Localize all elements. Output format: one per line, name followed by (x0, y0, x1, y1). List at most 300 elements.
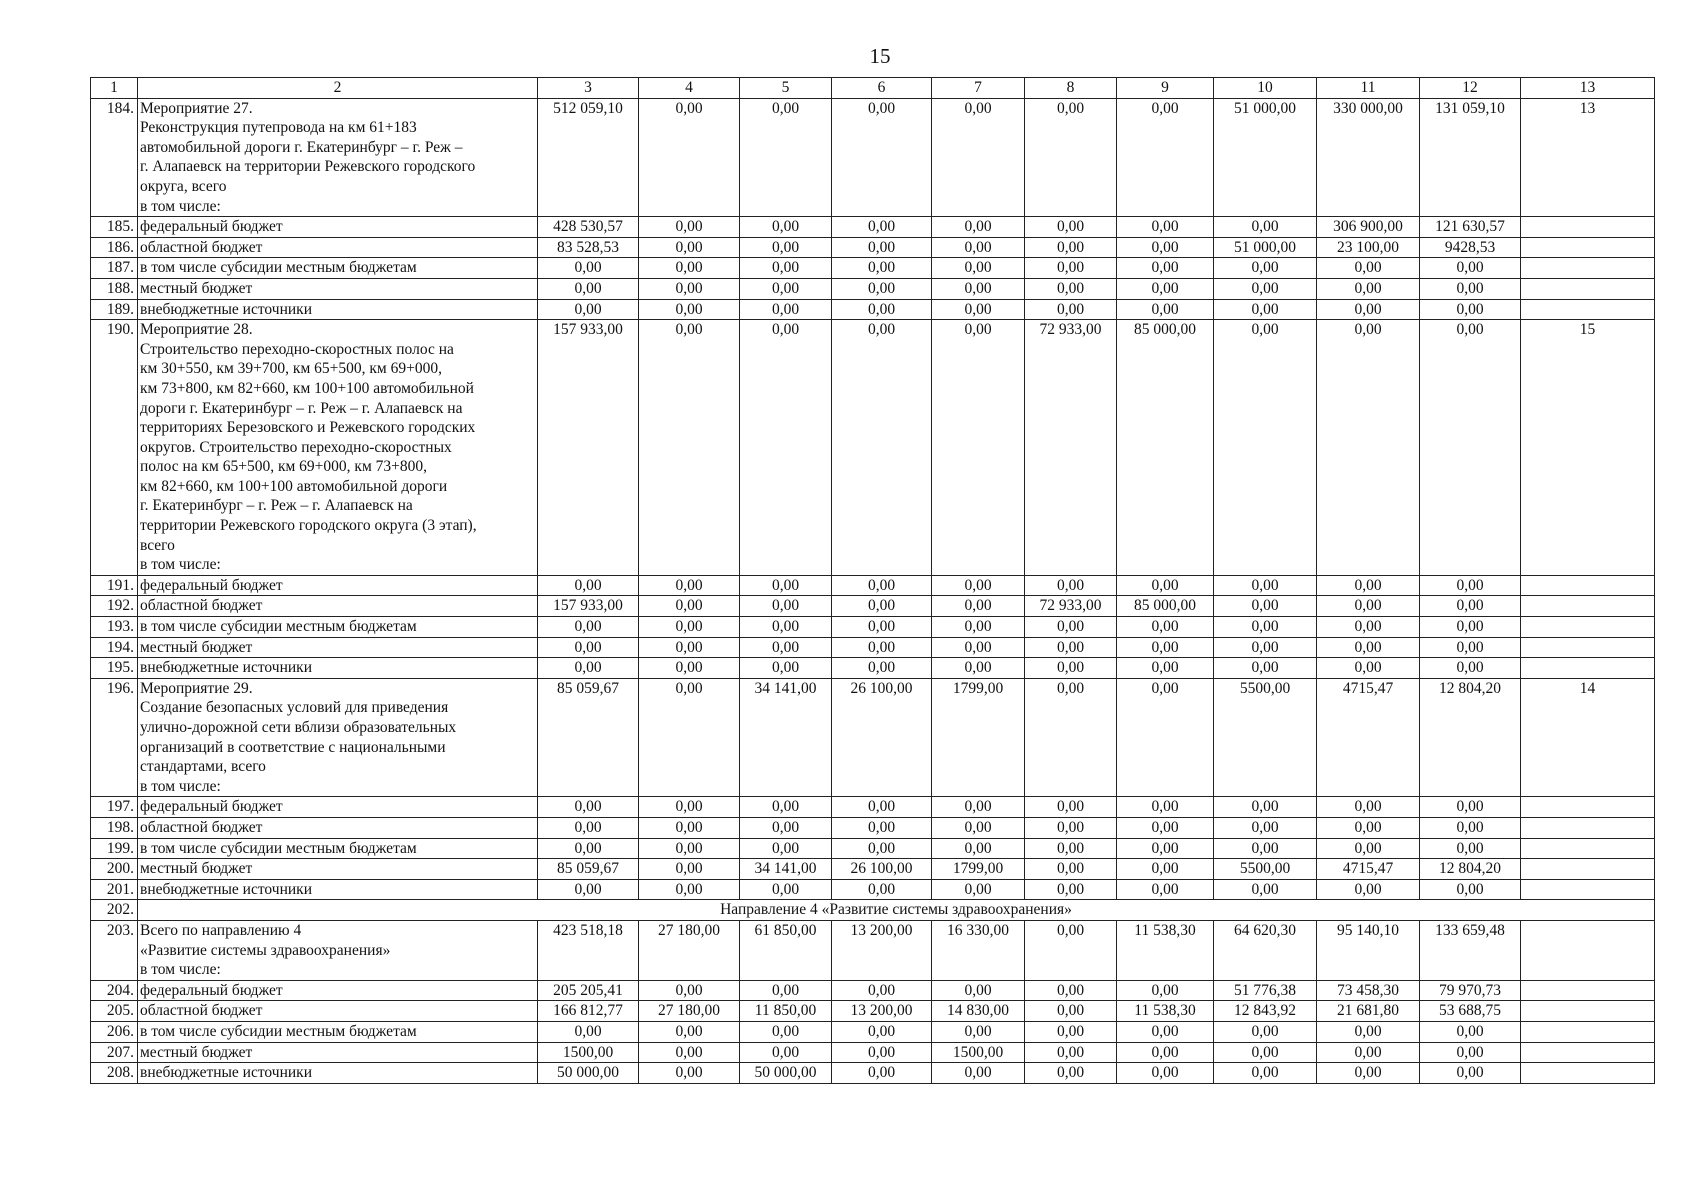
value-cell: 0,00 (1025, 817, 1117, 838)
value-cell: 0,00 (1214, 299, 1317, 320)
row-number: 185. (91, 217, 138, 238)
value-cell: 0,00 (1025, 658, 1117, 679)
table-row (91, 278, 1655, 299)
row-label-line: Всего по направлению 4 (140, 921, 302, 939)
value-cell: 0,00 (832, 637, 932, 658)
value-cell: 26 100,00 (832, 859, 932, 880)
value-cell: 0,00 (639, 817, 740, 838)
section-heading: Направление 4 «Развитие системы здравоохранения» (138, 900, 1655, 921)
value-cell: 0,00 (1117, 797, 1214, 818)
row-label-line: стандартами, всего (140, 758, 266, 776)
value-cell: 5500,00 (1214, 678, 1317, 797)
table-row (91, 299, 1655, 320)
value-cell: 0,00 (538, 299, 639, 320)
row-number: 189. (91, 299, 138, 320)
value-cell: 205 205,41 (538, 980, 639, 1001)
target-ref-cell (1521, 1001, 1655, 1022)
target-ref-cell (1521, 617, 1655, 638)
value-cell: 0,00 (1317, 1063, 1420, 1084)
row-label-line: федеральный бюджет (140, 218, 283, 236)
value-cell: 166 812,77 (538, 1001, 639, 1022)
value-cell: 83 528,53 (538, 237, 639, 258)
value-cell: 0,00 (639, 617, 740, 638)
value-cell: 61 850,00 (740, 920, 832, 980)
value-cell: 11 538,30 (1117, 1001, 1214, 1022)
row-label-line: федеральный бюджет (140, 798, 283, 816)
value-cell: 0,00 (832, 278, 932, 299)
value-cell: 5500,00 (1214, 859, 1317, 880)
value-cell: 0,00 (832, 879, 932, 900)
value-cell: 0,00 (832, 258, 932, 279)
row-label-line: км 30+550, км 39+700, км 65+500, км 69+000, (140, 360, 442, 378)
row-label-line: областной бюджет (140, 238, 263, 256)
value-cell: 0,00 (1214, 658, 1317, 679)
row-label (138, 617, 538, 638)
value-cell: 0,00 (1117, 859, 1214, 880)
value-cell: 0,00 (1025, 1042, 1117, 1063)
value-cell: 79 970,73 (1420, 980, 1521, 1001)
value-cell: 0,00 (538, 658, 639, 679)
row-label (138, 596, 538, 617)
value-cell: 0,00 (639, 859, 740, 880)
row-number: 195. (91, 658, 138, 679)
value-cell: 0,00 (740, 258, 832, 279)
value-cell: 0,00 (932, 797, 1025, 818)
value-cell: 0,00 (932, 299, 1025, 320)
row-number: 202. (91, 900, 138, 921)
value-cell: 0,00 (740, 797, 832, 818)
value-cell: 34 141,00 (740, 859, 832, 880)
value-cell: 4715,47 (1317, 859, 1420, 880)
value-cell: 0,00 (740, 879, 832, 900)
value-cell: 27 180,00 (639, 1001, 740, 1022)
value-cell: 11 538,30 (1117, 920, 1214, 980)
value-cell: 0,00 (1117, 1021, 1214, 1042)
value-cell: 0,00 (932, 980, 1025, 1001)
value-cell: 0,00 (932, 575, 1025, 596)
value-cell: 0,00 (538, 617, 639, 638)
value-cell: 85 000,00 (1117, 320, 1214, 576)
row-number: 190. (91, 320, 138, 576)
value-cell: 0,00 (1420, 1042, 1521, 1063)
value-cell: 0,00 (538, 1021, 639, 1042)
row-number: 205. (91, 1001, 138, 1022)
value-cell: 0,00 (1025, 980, 1117, 1001)
row-number: 198. (91, 817, 138, 838)
column-header: 3 (538, 78, 639, 99)
row-number: 192. (91, 596, 138, 617)
table-row (91, 596, 1655, 617)
row-label (138, 320, 538, 576)
row-label-line: дороги г. Екатеринбург – г. Реж – г. Алапаевск на (140, 399, 463, 417)
value-cell: 0,00 (1025, 98, 1117, 217)
row-label-line: полос на км 65+500, км 69+000, км 73+800, (140, 458, 428, 476)
row-number: 199. (91, 838, 138, 859)
row-number: 191. (91, 575, 138, 596)
value-cell: 0,00 (1317, 797, 1420, 818)
row-label-line: организаций в соответствие с национальными (140, 738, 446, 756)
value-cell: 0,00 (1025, 859, 1117, 880)
row-label-line: Строительство переходно-скоростных полос на (140, 340, 454, 358)
row-label (138, 637, 538, 658)
value-cell: 121 630,57 (1420, 217, 1521, 238)
value-cell: 0,00 (1420, 617, 1521, 638)
value-cell: 0,00 (832, 299, 932, 320)
table-row (91, 617, 1655, 638)
value-cell: 0,00 (1025, 1063, 1117, 1084)
target-ref-cell (1521, 859, 1655, 880)
target-ref-cell (1521, 217, 1655, 238)
row-label (138, 258, 538, 279)
row-label-line: км 73+800, км 82+660, км 100+100 автомобильной (140, 379, 474, 397)
row-label-line: в том числе: (140, 961, 221, 979)
row-label-line: федеральный бюджет (140, 981, 283, 999)
value-cell: 64 620,30 (1214, 920, 1317, 980)
column-header: 12 (1420, 78, 1521, 99)
value-cell: 0,00 (538, 278, 639, 299)
value-cell: 0,00 (538, 575, 639, 596)
value-cell: 14 830,00 (932, 1001, 1025, 1022)
row-label-line: Мероприятие 29. (140, 679, 253, 697)
value-cell: 0,00 (1117, 817, 1214, 838)
row-label (138, 678, 538, 797)
row-number: 206. (91, 1021, 138, 1042)
value-cell: 0,00 (538, 838, 639, 859)
value-cell: 85 059,67 (538, 859, 639, 880)
target-ref-cell (1521, 237, 1655, 258)
value-cell: 0,00 (932, 1063, 1025, 1084)
row-label-line: местный бюджет (140, 1043, 253, 1061)
value-cell: 0,00 (1117, 258, 1214, 279)
target-ref-cell (1521, 980, 1655, 1001)
row-label-line: Мероприятие 27. (140, 99, 253, 117)
value-cell: 0,00 (1117, 637, 1214, 658)
target-ref-cell (1521, 879, 1655, 900)
row-label-line: местный бюджет (140, 860, 253, 878)
row-label-line: «Развитие системы здравоохранения» (140, 941, 391, 959)
value-cell: 0,00 (639, 98, 740, 217)
section-row (91, 900, 1655, 921)
value-cell: 0,00 (1420, 575, 1521, 596)
value-cell: 0,00 (1317, 617, 1420, 638)
value-cell: 95 140,10 (1317, 920, 1420, 980)
row-label-line: в том числе: (140, 556, 221, 574)
value-cell: 0,00 (538, 258, 639, 279)
row-label (138, 658, 538, 679)
target-ref-cell (1521, 637, 1655, 658)
row-number: 208. (91, 1063, 138, 1084)
row-label-line: автомобильной дороги г. Екатеринбург – г. Реж – (140, 138, 463, 156)
column-header: 11 (1317, 78, 1420, 99)
row-number: 201. (91, 879, 138, 900)
value-cell: 0,00 (1214, 617, 1317, 638)
value-cell: 0,00 (932, 1021, 1025, 1042)
value-cell: 0,00 (1214, 817, 1317, 838)
value-cell: 0,00 (1420, 258, 1521, 279)
value-cell: 0,00 (932, 98, 1025, 217)
value-cell: 0,00 (740, 299, 832, 320)
row-number: 193. (91, 617, 138, 638)
table-row (91, 817, 1655, 838)
value-cell: 0,00 (538, 879, 639, 900)
value-cell: 0,00 (1025, 617, 1117, 638)
row-label (138, 1021, 538, 1042)
value-cell: 0,00 (740, 1021, 832, 1042)
row-label-line: территории Режевского городского округа (3 этап), (140, 517, 477, 535)
row-label (138, 575, 538, 596)
value-cell: 0,00 (639, 797, 740, 818)
value-cell: 0,00 (1214, 1021, 1317, 1042)
value-cell: 0,00 (1214, 320, 1317, 576)
value-cell: 0,00 (1317, 575, 1420, 596)
row-label (138, 817, 538, 838)
table-row (91, 920, 1655, 980)
value-cell: 0,00 (1317, 838, 1420, 859)
value-cell: 0,00 (1025, 797, 1117, 818)
value-cell: 0,00 (1317, 299, 1420, 320)
value-cell: 0,00 (639, 678, 740, 797)
table-row (91, 1063, 1655, 1084)
value-cell: 0,00 (832, 980, 932, 1001)
value-cell: 0,00 (639, 278, 740, 299)
column-header: 13 (1521, 78, 1655, 99)
target-ref-cell (1521, 1042, 1655, 1063)
row-label (138, 920, 538, 980)
table-row (91, 838, 1655, 859)
value-cell: 0,00 (1317, 817, 1420, 838)
value-cell: 0,00 (1214, 596, 1317, 617)
value-cell: 0,00 (1025, 258, 1117, 279)
value-cell: 0,00 (832, 237, 932, 258)
value-cell: 0,00 (1317, 596, 1420, 617)
target-ref-cell (1521, 299, 1655, 320)
value-cell: 0,00 (1420, 879, 1521, 900)
table-row (91, 1021, 1655, 1042)
value-cell: 0,00 (639, 237, 740, 258)
target-ref-cell: 15 (1521, 320, 1655, 576)
value-cell: 0,00 (639, 299, 740, 320)
value-cell: 0,00 (832, 658, 932, 679)
value-cell: 0,00 (832, 575, 932, 596)
table-row (91, 575, 1655, 596)
value-cell: 50 000,00 (538, 1063, 639, 1084)
table-row (91, 658, 1655, 679)
value-cell: 1500,00 (538, 1042, 639, 1063)
value-cell: 0,00 (1420, 817, 1521, 838)
value-cell: 0,00 (1025, 237, 1117, 258)
value-cell: 85 000,00 (1117, 596, 1214, 617)
value-cell: 0,00 (740, 658, 832, 679)
value-cell: 330 000,00 (1317, 98, 1420, 217)
value-cell: 0,00 (1117, 98, 1214, 217)
row-number: 194. (91, 637, 138, 658)
value-cell: 0,00 (1025, 1021, 1117, 1042)
value-cell: 12 804,20 (1420, 859, 1521, 880)
row-label (138, 299, 538, 320)
value-cell: 72 933,00 (1025, 320, 1117, 576)
value-cell: 0,00 (832, 320, 932, 576)
row-label-line: в том числе субсидии местным бюджетам (140, 259, 417, 277)
value-cell: 27 180,00 (639, 920, 740, 980)
value-cell: 0,00 (1025, 217, 1117, 238)
column-header: 6 (832, 78, 932, 99)
row-number: 186. (91, 237, 138, 258)
value-cell: 0,00 (1117, 237, 1214, 258)
value-cell: 0,00 (1025, 575, 1117, 596)
row-number: 207. (91, 1042, 138, 1063)
value-cell: 51 000,00 (1214, 237, 1317, 258)
value-cell: 0,00 (832, 617, 932, 638)
row-number: 184. (91, 98, 138, 217)
value-cell: 0,00 (1317, 637, 1420, 658)
value-cell: 0,00 (1214, 797, 1317, 818)
value-cell: 0,00 (1420, 278, 1521, 299)
value-cell: 0,00 (639, 1042, 740, 1063)
row-label (138, 1063, 538, 1084)
row-label-line: всего (140, 536, 175, 554)
value-cell: 0,00 (1317, 320, 1420, 576)
value-cell: 0,00 (1025, 278, 1117, 299)
row-label-line: в том числе субсидии местным бюджетам (140, 1022, 417, 1040)
value-cell: 0,00 (932, 237, 1025, 258)
value-cell: 157 933,00 (538, 596, 639, 617)
target-ref-cell (1521, 596, 1655, 617)
value-cell: 0,00 (1420, 299, 1521, 320)
value-cell: 0,00 (1214, 838, 1317, 859)
page-number: 15 (869, 44, 891, 68)
row-number: 200. (91, 859, 138, 880)
row-label (138, 797, 538, 818)
value-cell: 0,00 (1317, 879, 1420, 900)
value-cell: 428 530,57 (538, 217, 639, 238)
value-cell: 0,00 (639, 1063, 740, 1084)
target-ref-cell (1521, 658, 1655, 679)
row-label (138, 98, 538, 217)
row-label-line: областной бюджет (140, 818, 263, 836)
value-cell: 0,00 (932, 817, 1025, 838)
value-cell: 4715,47 (1317, 678, 1420, 797)
column-header: 8 (1025, 78, 1117, 99)
row-label-line: округа, всего (140, 177, 227, 195)
value-cell: 0,00 (1025, 299, 1117, 320)
row-label-line: внебюджетные источники (140, 300, 312, 318)
value-cell: 0,00 (639, 575, 740, 596)
value-cell: 0,00 (1117, 299, 1214, 320)
value-cell: 0,00 (1117, 278, 1214, 299)
value-cell: 0,00 (740, 1042, 832, 1063)
value-cell: 0,00 (740, 980, 832, 1001)
table-row (91, 98, 1655, 217)
row-label-line: внебюджетные источники (140, 880, 312, 898)
value-cell: 0,00 (1420, 797, 1521, 818)
value-cell: 0,00 (1214, 278, 1317, 299)
target-ref-cell (1521, 920, 1655, 980)
row-label (138, 217, 538, 238)
value-cell: 73 458,30 (1317, 980, 1420, 1001)
value-cell: 21 681,80 (1317, 1001, 1420, 1022)
column-header: 4 (639, 78, 740, 99)
value-cell: 0,00 (1117, 879, 1214, 900)
row-label-line: Мероприятие 28. (140, 321, 253, 339)
value-cell: 0,00 (639, 980, 740, 1001)
value-cell: 0,00 (932, 258, 1025, 279)
table-row (91, 637, 1655, 658)
value-cell: 0,00 (1025, 838, 1117, 859)
value-cell: 0,00 (639, 217, 740, 238)
row-label-line: областной бюджет (140, 597, 263, 615)
value-cell: 0,00 (1117, 678, 1214, 797)
value-cell: 0,00 (1317, 1042, 1420, 1063)
value-cell: 0,00 (1025, 678, 1117, 797)
value-cell: 1500,00 (932, 1042, 1025, 1063)
value-cell: 0,00 (1420, 637, 1521, 658)
row-label-line: Создание безопасных условий для приведения (140, 699, 449, 717)
value-cell: 0,00 (832, 838, 932, 859)
value-cell: 12 804,20 (1420, 678, 1521, 797)
value-cell: 0,00 (1214, 575, 1317, 596)
table-row (91, 217, 1655, 238)
value-cell: 0,00 (1025, 920, 1117, 980)
row-label-line: внебюджетные источники (140, 659, 312, 677)
column-header: 7 (932, 78, 1025, 99)
value-cell: 16 330,00 (932, 920, 1025, 980)
row-number: 197. (91, 797, 138, 818)
target-ref-cell (1521, 817, 1655, 838)
value-cell: 0,00 (1317, 658, 1420, 679)
column-header: 10 (1214, 78, 1317, 99)
value-cell: 0,00 (1117, 980, 1214, 1001)
value-cell: 0,00 (1214, 217, 1317, 238)
table-row (91, 980, 1655, 1001)
row-label-line: местный бюджет (140, 638, 253, 656)
value-cell: 0,00 (1214, 258, 1317, 279)
row-label (138, 879, 538, 900)
value-cell: 0,00 (932, 617, 1025, 638)
value-cell: 0,00 (740, 617, 832, 638)
row-label-line: округов. Строительство переходно-скоростных (140, 438, 452, 456)
value-cell: 9428,53 (1420, 237, 1521, 258)
value-cell: 0,00 (932, 217, 1025, 238)
table-row (91, 237, 1655, 258)
value-cell: 26 100,00 (832, 678, 932, 797)
value-cell: 0,00 (932, 879, 1025, 900)
value-cell: 0,00 (1117, 575, 1214, 596)
value-cell: 0,00 (1117, 838, 1214, 859)
table-body (91, 78, 1655, 1084)
row-label (138, 278, 538, 299)
value-cell: 0,00 (1420, 838, 1521, 859)
value-cell: 0,00 (1025, 1001, 1117, 1022)
value-cell: 0,00 (1025, 637, 1117, 658)
row-number: 204. (91, 980, 138, 1001)
value-cell: 157 933,00 (538, 320, 639, 576)
table-row (91, 797, 1655, 818)
target-ref-cell: 14 (1521, 678, 1655, 797)
value-cell: 0,00 (1214, 1042, 1317, 1063)
table-row (91, 678, 1655, 797)
value-cell: 0,00 (639, 258, 740, 279)
value-cell: 0,00 (1117, 658, 1214, 679)
row-number: 196. (91, 678, 138, 797)
value-cell: 34 141,00 (740, 678, 832, 797)
row-label-line: Реконструкция путепровода на км 61+183 (140, 119, 417, 137)
target-ref-cell (1521, 1063, 1655, 1084)
value-cell: 51 000,00 (1214, 98, 1317, 217)
value-cell: 0,00 (740, 278, 832, 299)
value-cell: 0,00 (639, 838, 740, 859)
target-ref-cell (1521, 258, 1655, 279)
target-ref-cell (1521, 838, 1655, 859)
